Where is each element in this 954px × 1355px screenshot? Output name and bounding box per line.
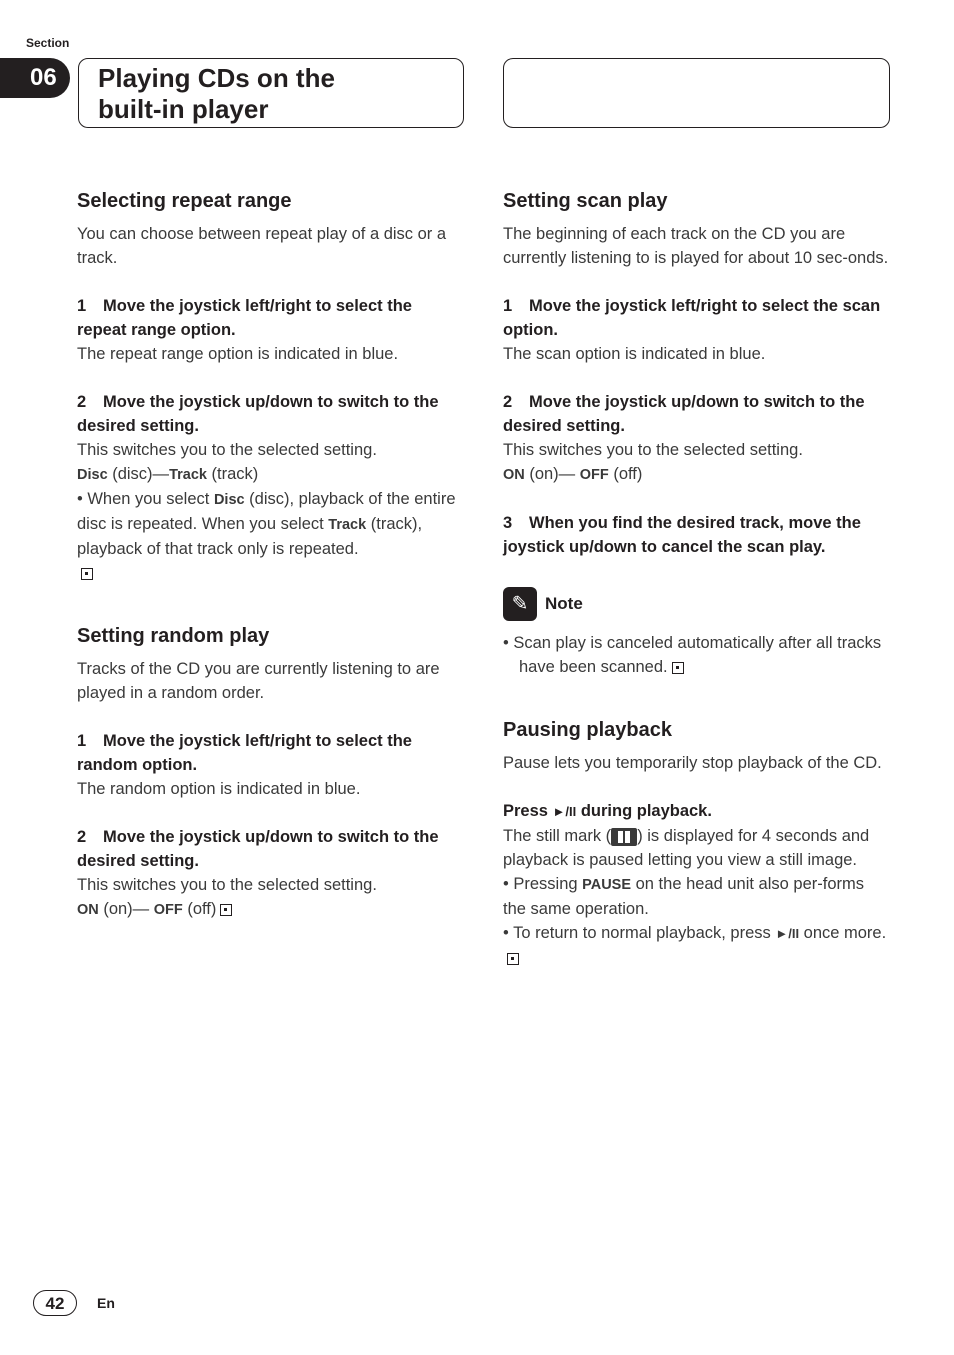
- left-column: [77, 186, 463, 922]
- page-title-box: [78, 58, 464, 128]
- repeat-heading: Selecting repeat range: [77, 190, 292, 212]
- right-column: [503, 186, 889, 970]
- step-number: 3: [503, 514, 513, 532]
- step-text: Move the joystick up/down to switch to the desired setting.: [77, 828, 439, 870]
- bullet-text: • When you select: [77, 490, 214, 508]
- page-title: [98, 63, 335, 125]
- empty-title-box: [503, 58, 890, 128]
- repeat-step1: [77, 294, 463, 342]
- play-pause-icon: ►/II: [775, 926, 800, 941]
- still-text: The still mark (: [503, 827, 612, 845]
- step-text: Move the joystick up/down to switch to the desired setting.: [503, 393, 865, 435]
- option-off-desc: (off): [608, 465, 643, 483]
- bullet-text: on the head unit also per-forms the same operation.: [503, 875, 864, 918]
- pencil-icon: ✎: [503, 587, 537, 621]
- random-step1-desc: The random option is indicated in blue.: [77, 780, 361, 798]
- note-text: [503, 631, 889, 679]
- end-mark-icon: [81, 568, 93, 580]
- step-number: 2: [503, 393, 513, 411]
- option-disc: Disc: [77, 467, 108, 483]
- step-number: 2: [77, 828, 87, 846]
- bullet-text: • Pressing: [503, 875, 583, 893]
- option-off: OFF: [153, 902, 183, 918]
- option-off-desc: (off): [182, 900, 217, 918]
- pause-step: [503, 799, 889, 824]
- bullet-track: Track: [328, 517, 367, 533]
- scan-step1: [503, 294, 889, 342]
- option-disc-desc: (disc)—: [107, 465, 170, 483]
- random-heading: Setting random play: [77, 625, 270, 647]
- option-track: Track: [169, 467, 207, 483]
- scan-heading: Setting scan play: [503, 190, 668, 212]
- section-number-badge: 06: [0, 58, 70, 98]
- step-number: 1: [503, 297, 513, 315]
- end-mark-icon: [220, 904, 232, 916]
- pause-heading: Pausing playback: [503, 719, 672, 741]
- page-title-line1: Playing CDs on the: [98, 63, 335, 93]
- repeat-intro: You can choose between repeat play of a disc or a track.: [77, 225, 447, 267]
- random-options: [77, 897, 463, 922]
- press-text: Press: [503, 802, 553, 820]
- still-text: ) is displayed for 4 seconds and playback is paused letting you view a still image.: [503, 827, 870, 869]
- option-on: ON: [77, 902, 99, 918]
- press-text: during playback.: [576, 802, 712, 820]
- note-bullet: • Scan play is canceled automatically after all tracks have been scanned.: [503, 634, 882, 676]
- random-step2: [77, 825, 463, 873]
- repeat-step2-desc: This switches you to the selected setting.: [77, 441, 377, 459]
- bullet-disc: Disc: [213, 492, 245, 508]
- step-number: 2: [77, 393, 87, 411]
- random-step1: [77, 729, 463, 777]
- option-on-desc: (on)—: [98, 900, 154, 918]
- option-off: OFF: [579, 467, 609, 483]
- bullet-text: (disc), playback of the entire disc is repeated. When you select: [77, 490, 456, 533]
- language-label: En: [97, 1295, 115, 1311]
- option-on-desc: (on)—: [524, 465, 580, 483]
- play-pause-icon: ►/II: [552, 804, 577, 819]
- random-intro: Tracks of the CD you are currently listening to are played in a random order.: [77, 660, 440, 702]
- bullet-text: • To return to normal playback, press: [503, 924, 776, 942]
- note-header: [503, 587, 889, 621]
- repeat-step2: [77, 390, 463, 438]
- repeat-step1-desc: The repeat range option is indicated in blue.: [77, 345, 399, 363]
- scan-step2: [503, 390, 889, 438]
- step-text: Move the joystick up/down to switch to the desired setting.: [77, 393, 439, 435]
- scan-step2-desc: This switches you to the selected setting.: [503, 441, 803, 459]
- still-mark-icon: [611, 828, 637, 846]
- step-text: Move the joystick left/right to select the random option.: [77, 732, 412, 774]
- pause-bullet1: [503, 872, 889, 921]
- repeat-bullet: [77, 487, 463, 585]
- pause-bullet2: [503, 921, 889, 970]
- pause-button-label: PAUSE: [582, 877, 632, 893]
- page-title-line2: built-in player: [98, 94, 269, 124]
- repeat-options: [77, 462, 463, 487]
- end-mark-icon: [672, 662, 684, 674]
- scan-options: [503, 462, 889, 487]
- scan-intro: The beginning of each track on the CD you are currently listening to is played for about 10 sec-onds.: [503, 225, 889, 267]
- step-number: 1: [77, 297, 87, 315]
- still-mark-desc: [503, 824, 889, 872]
- end-mark-icon: [507, 953, 519, 965]
- section-label: Section: [26, 36, 70, 50]
- step-number: 1: [77, 732, 87, 750]
- scan-step1-desc: The scan option is indicated in blue.: [503, 345, 766, 363]
- scan-step3: [503, 511, 889, 559]
- random-step2-desc: This switches you to the selected setting.: [77, 876, 377, 894]
- step-text: Move the joystick left/right to select the scan option.: [503, 297, 881, 339]
- pause-intro: Pause lets you temporarily stop playback of the CD.: [503, 754, 882, 772]
- bullet-text: (track), playback of that track only is repeated.: [77, 515, 423, 558]
- step-text: Move the joystick left/right to select the repeat range option.: [77, 297, 412, 339]
- option-track-desc: (track): [206, 465, 259, 483]
- note-label: Note: [545, 594, 583, 613]
- bullet-text: once more.: [799, 924, 887, 942]
- step-text: When you find the desired track, move the joystick up/down to cancel the scan play.: [503, 514, 861, 556]
- page-number: 42: [33, 1290, 77, 1316]
- option-on: ON: [503, 467, 525, 483]
